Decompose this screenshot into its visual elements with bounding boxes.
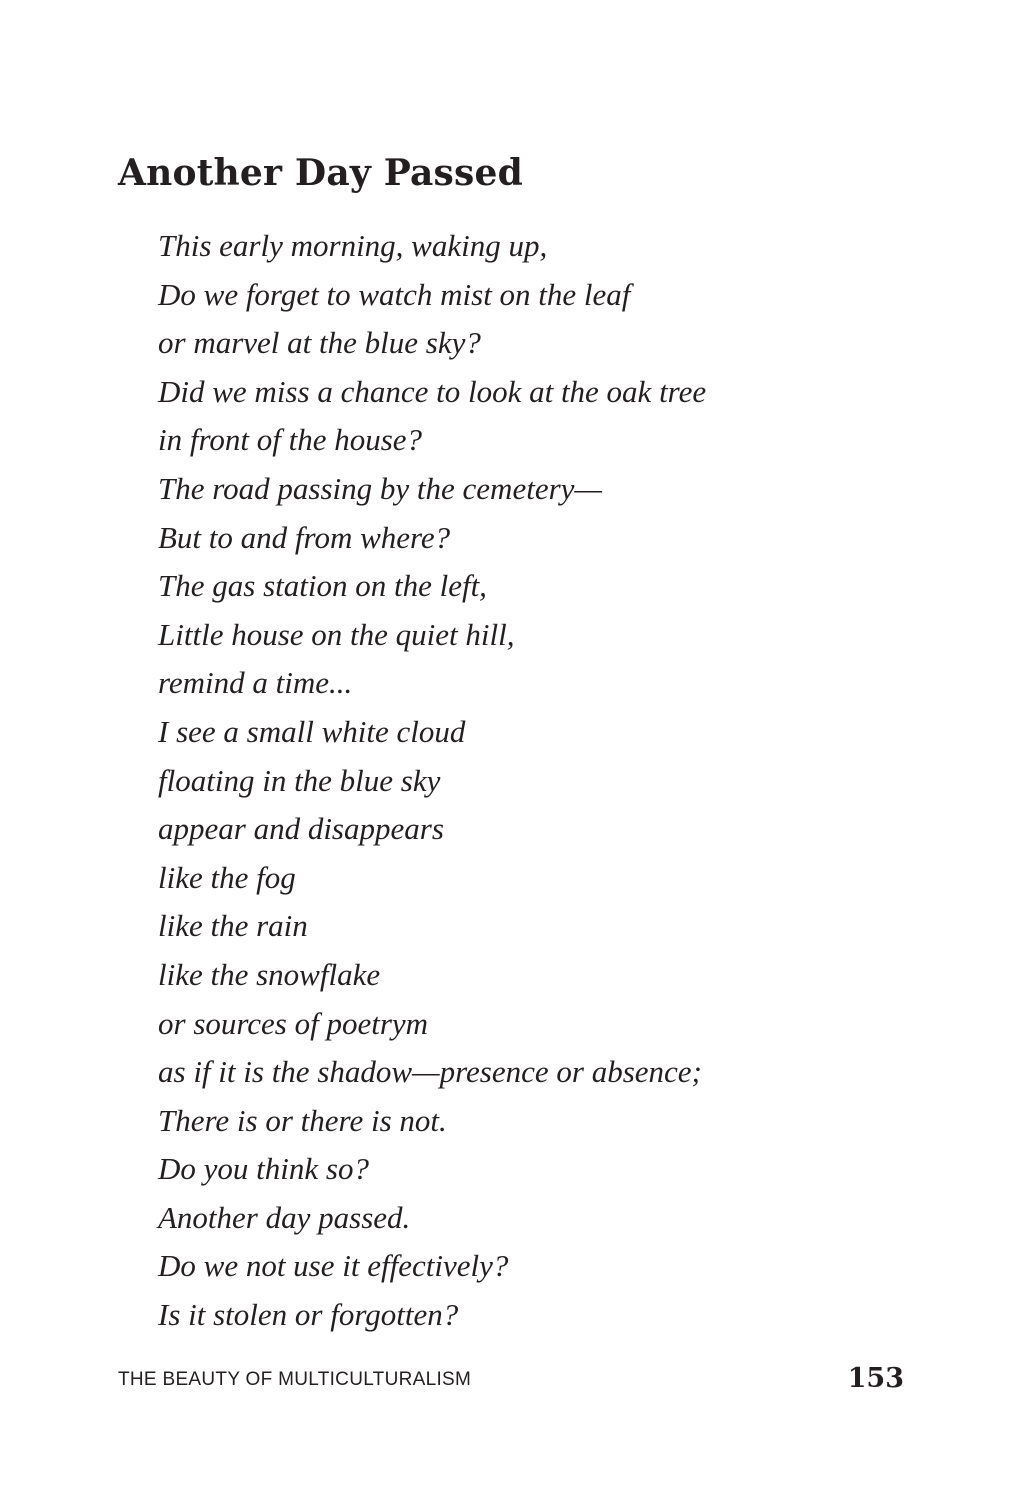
poem-line: Do we forget to watch mist on the leaf: [158, 276, 631, 312]
poem-line: This early morning, waking up,: [158, 228, 548, 263]
poem-line: or sources of poetrym: [158, 1005, 429, 1041]
poem-line: But to and from where?: [158, 519, 451, 555]
poem-line: Do you think so?: [158, 1151, 369, 1187]
poem-line: in front of the house?: [158, 422, 423, 458]
poem-title: Another Day Passed: [118, 152, 523, 194]
poem-line: like the rain: [158, 908, 308, 944]
poem-line: Did we miss a chance to look at the oak tree: [158, 373, 707, 409]
poem-line: The road passing by the cemetery—: [158, 470, 602, 506]
poem-line: Little house on the quiet hill,: [158, 616, 515, 652]
poem-line: like the fog: [158, 859, 296, 895]
page-number: 153: [847, 1363, 904, 1394]
poem-line: Is it stolen or forgotten?: [158, 1297, 459, 1333]
poem-line: I see a small white cloud: [158, 713, 466, 749]
poem-line: remind a time...: [158, 665, 353, 701]
poem-line: Do we not use it effectively?: [158, 1248, 509, 1284]
poem-line: appear and disappears: [158, 811, 444, 847]
poem-line: There is or there is not.: [158, 1102, 447, 1138]
poem-body: [158, 222, 706, 1340]
running-footer-book-title: THE BEAUTY OF MULTICULTURALISM: [118, 1369, 472, 1390]
poem-line: floating in the blue sky: [158, 762, 441, 798]
poem-line: or marvel at the blue sky?: [158, 325, 481, 361]
poem-line: like the snowflake: [158, 956, 381, 992]
poem-line: Another day passed.: [158, 1199, 411, 1235]
poem-line: as if it is the shadow—presence or absence;: [158, 1054, 702, 1090]
poem-line: The gas station on the left,: [158, 568, 487, 604]
